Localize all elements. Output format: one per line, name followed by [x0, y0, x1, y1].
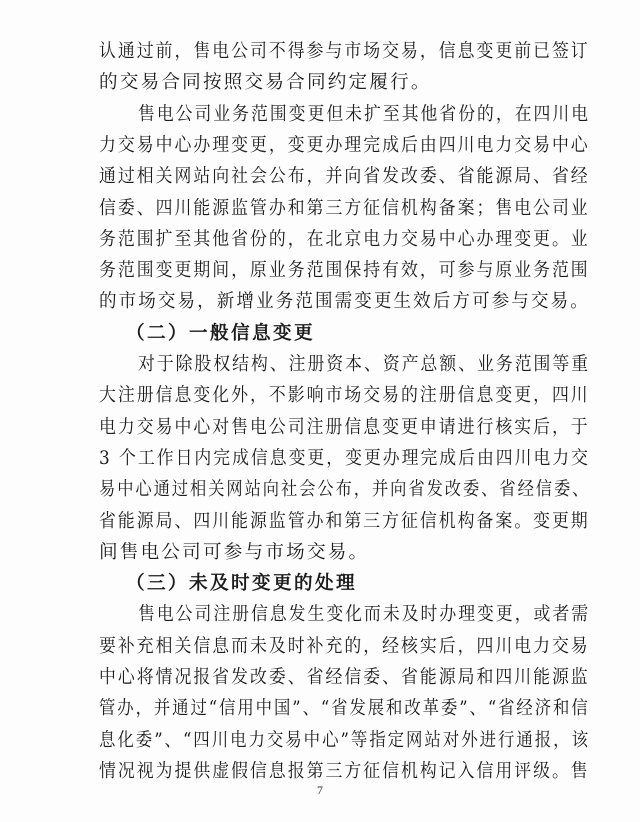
text-line: 电力交易中心对售电公司注册信息变更申请进行核实后，于 — [99, 416, 590, 438]
text-line: 大注册信息变化外，不影响市场交易的注册信息变更，四川 — [99, 385, 590, 407]
text-line: 管办，并通过“信用中国”、“省发展和改革委”、“省经济和信 — [99, 698, 590, 720]
text-line: 信委、四川能源监管办和第三方征信机构备案；售电公司业 — [99, 197, 590, 219]
text-line: 对于除股权结构、注册资本、资产总额、业务范围等重 — [138, 354, 591, 376]
text-line: 中心将情况报省发改委、省经信委、省能源局和四川能源监 — [99, 667, 590, 689]
text-line: 要补充相关信息而未及时补充的，经核实后，四川电力交易 — [99, 635, 590, 657]
text-line: 易中心通过相关网站向社会公布，并向省发改委、省经信委、 — [99, 479, 591, 501]
text-line: 力交易中心办理变更，变更办理完成后由四川电力交易中心 — [99, 134, 590, 156]
text-line: 售电公司注册信息发生变化而未及时办理变更，或者需 — [138, 604, 591, 626]
section-heading: （三）未及时变更的处理 — [126, 573, 357, 595]
text-line: 间售电公司可参与市场交易。 — [99, 541, 370, 563]
text-line: 省能源局、四川能源监管办和第三方征信机构备案。变更期 — [99, 510, 590, 532]
section-heading: （二）一般信息变更 — [126, 322, 315, 344]
text-line: 务范围扩至其他省份的，在北京电力交易中心办理变更。业 — [99, 228, 590, 250]
text-line: 情况视为提供虚假信息报第三方征信机构记入信用评级。售 — [99, 761, 590, 782]
text-line: 息化委”、“四川电力交易中心”等指定网站对外进行通报，该 — [99, 729, 590, 751]
text-line: 的市场交易，新增业务范围需变更生效后方可参与交易。 — [99, 291, 590, 313]
text-line: 的交易合同按照交易合同约定履行。 — [99, 72, 432, 94]
text-line: 通过相关网站向社会公布，并向省发改委、省能源局、省经 — [99, 166, 590, 188]
text-line: 3 个工作日内完成信息变更，变更办理完成后由四川电力交 — [99, 447, 590, 469]
page-number: 7 — [317, 783, 323, 797]
text-line: 售电公司业务范围变更但未扩至其他省份的，在四川电 — [138, 103, 591, 125]
text-line: 认通过前，售电公司不得参与市场交易，信息变更前已签订 — [99, 41, 590, 62]
text-line: 务范围变更期间，原业务范围保持有效，可参与原业务范围 — [99, 260, 590, 282]
